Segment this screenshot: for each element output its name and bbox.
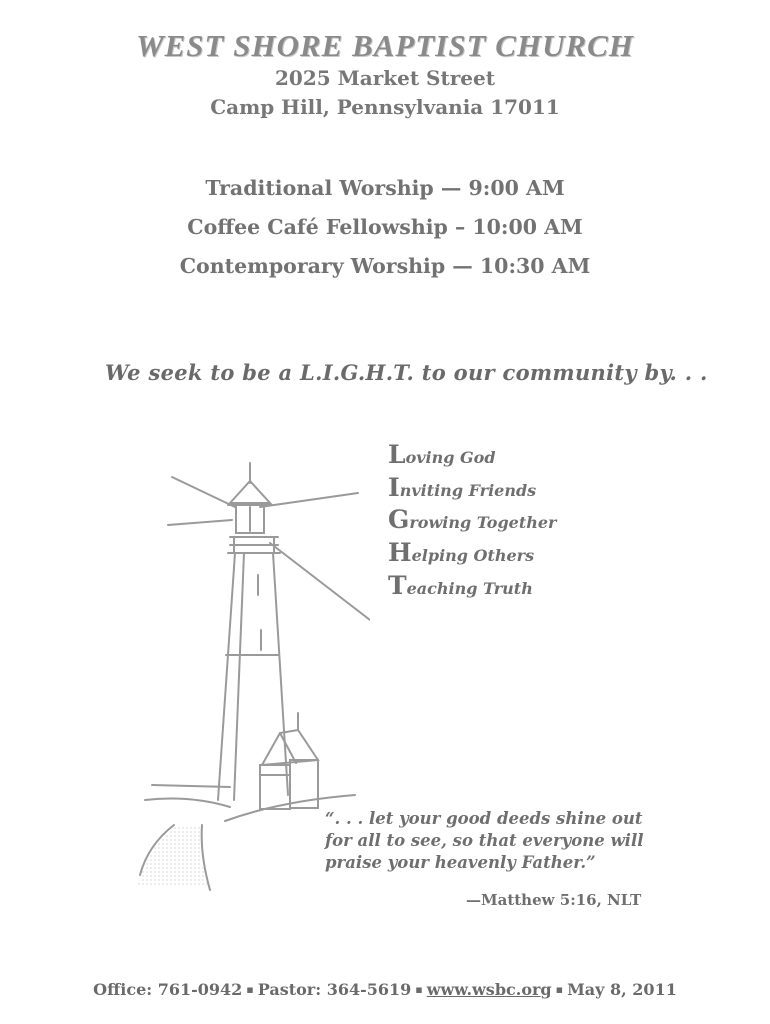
mission-statement: We seek to be a L.I.G.H.T. to our community by. . . — [105, 360, 708, 385]
service-traditional: Traditional Worship — 9:00 AM — [205, 176, 565, 200]
light-text: oving God — [405, 448, 496, 467]
church-city: Camp Hill, Pennsylvania 17011 — [210, 95, 560, 119]
office-phone: Office: 761-0942 — [93, 980, 243, 999]
light-initial: T — [388, 571, 407, 600]
light-initial: G — [388, 505, 410, 534]
light-initial: L — [388, 440, 406, 469]
separator: ▪ — [415, 983, 423, 996]
service-coffee-cafe: Coffee Café Fellowship – 10:00 AM — [187, 215, 583, 239]
light-text: eaching Truth — [406, 579, 533, 598]
light-item-inviting — [388, 473, 536, 502]
light-item-growing — [388, 505, 556, 534]
light-text: elping Others — [411, 546, 535, 565]
light-text: nviting Friends — [399, 481, 537, 500]
verse-line: praise your heavenly Father.” — [325, 853, 596, 872]
separator: ▪ — [555, 983, 564, 996]
scripture-verse — [325, 808, 665, 874]
service-contemporary: Contemporary Worship — 10:30 AM — [179, 254, 591, 278]
church-name: WEST SHORE BAPTIST CHURCH — [136, 28, 634, 63]
light-item-helping — [388, 538, 534, 567]
verse-reference: —Matthew 5:16, NLT — [466, 891, 642, 909]
light-initial: H — [388, 538, 412, 567]
separator: ▪ — [246, 983, 254, 996]
verse-line: for all to see, so that everyone will — [325, 831, 644, 850]
light-item-loving — [388, 440, 496, 469]
light-text: rowing Together — [409, 513, 557, 532]
website-link[interactable]: www.wsbc.org — [426, 980, 552, 999]
church-street: 2025 Market Street — [275, 66, 495, 90]
light-initial: I — [388, 473, 400, 502]
footer — [0, 980, 770, 999]
bulletin-date: May 8, 2011 — [567, 980, 677, 999]
light-item-teaching — [388, 571, 533, 600]
pastor-phone: Pastor: 364-5619 — [257, 980, 412, 999]
verse-line: “. . . let your good deeds shine out — [325, 809, 643, 828]
